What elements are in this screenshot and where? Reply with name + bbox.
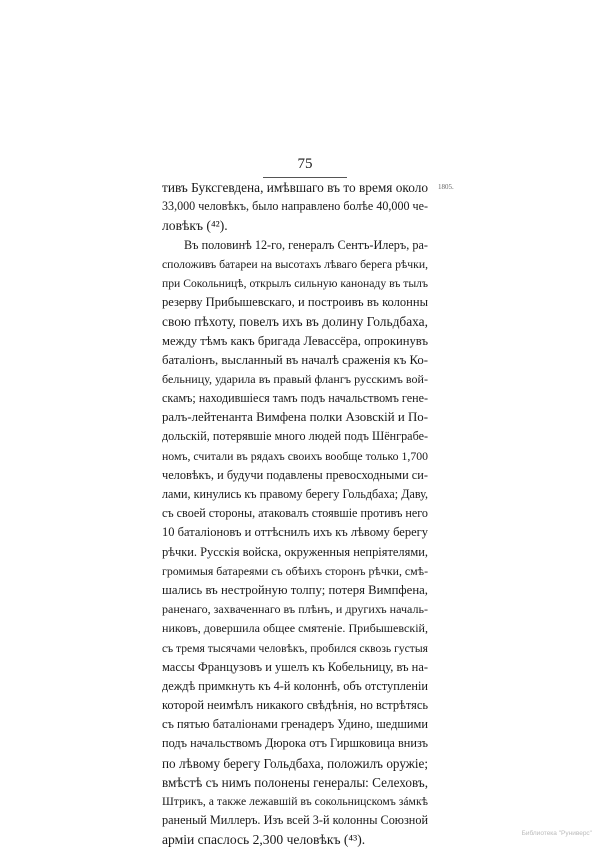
text-line: номъ, считали въ рядахъ своихъ вообще только 1,700 <box>162 449 428 463</box>
text-line: подъ начальствомъ Дюрока отъ Гиршковица внизъ <box>162 736 428 751</box>
text-line: съ пятью баталіонами гренадеръ Удино, шедшими <box>162 717 428 732</box>
text-line: Въ половинѣ 12-го, генералъ Сентъ-Илеръ, ра- <box>184 237 428 252</box>
text-line: при Сокольницѣ, открылъ сильную канонаду въ тылъ <box>162 276 428 290</box>
library-watermark: Библиотека "Руниверс" <box>521 830 592 837</box>
text-line: арміи спаслось 2,300 человѣкъ (⁴³). <box>162 832 366 848</box>
text-line: тивъ Буксгевдена, имѣвшаго въ то время около <box>162 180 429 195</box>
text-line: Штрикъ, а также лежавшій въ сокольницскомъ зáмкѣ <box>162 795 428 808</box>
text-line: раненаго, захваченнаго въ плѣнъ, и другихъ началь- <box>162 602 428 617</box>
text-line: съ своей стороны, атаковалъ стоявшіе противъ него <box>162 506 428 521</box>
text-line: съ тремя тысячами человѣкъ, пробился сквозь густыя <box>162 641 428 655</box>
text-line: громимыя батареями съ обѣихъ сторонъ рѣчки, смѣ- <box>162 563 429 578</box>
text-line: ловѣкъ (⁴²). <box>162 218 228 234</box>
text-line: 33,000 человѣкъ, было направлено болѣе 40,000 че- <box>162 199 428 214</box>
text-line: дольскій, потерявшіе много людей подъ Шёнграбе- <box>162 429 428 444</box>
text-line: между тѣмъ какъ бригада Левассёра, опрокинувъ <box>162 333 428 348</box>
text-line: 10 баталіоновъ и оттѣснилъ ихъ къ лѣвому берегу <box>162 525 428 540</box>
text-line: рѣчки. Русскія войска, окруженныя непріятелями, <box>162 544 428 559</box>
text-line: которой неимѣлъ никакого свѣдѣнія, но встрѣтясь <box>162 698 428 713</box>
text-line: лами, кинулись къ правому берегу Гольдбаха; Даву, <box>162 487 428 501</box>
text-line: деждѣ примкнуть къ 4-й колоннѣ, объ отступленіи <box>162 678 428 693</box>
body-text <box>162 178 428 850</box>
text-line: резерву Прибышевскаго, и построивъ въ колонны <box>162 295 428 310</box>
text-line: массы Французовъ и ушелъ къ Кобельницу, въ на- <box>162 659 428 674</box>
text-line: по лѣвому берегу Гольдбаха, положилъ оружіе; <box>162 755 428 771</box>
text-line: баталіонъ, высланный въ началѣ сраженія къ Ко- <box>162 352 428 367</box>
text-line: ралъ-лейтенанта Вимфена полки Азовскій и По- <box>162 410 428 425</box>
margin-year-note: 1805. <box>438 183 454 191</box>
text-line: никовъ, довершила общее смятеніе. Прибышевскій, <box>162 621 428 636</box>
text-line: скамъ; находившіеся тамъ подъ начальствомъ гене- <box>162 391 428 406</box>
text-line: шались въ нестройную толпу; потеря Вимпфена, <box>162 582 428 597</box>
text-line: бельницу, ударила въ правый флангъ русскимъ вой- <box>162 371 428 386</box>
text-line: раненый Миллеръ. Изъ всей 3-й колонны Союзной <box>162 813 428 828</box>
text-line: вмѣстѣ съ нимъ полонены генералы: Селеховъ, <box>162 774 428 790</box>
text-line: свою пѣхоту, повелъ ихъ въ долину Гольдбаха, <box>162 314 428 330</box>
page-number: 75 <box>297 156 313 172</box>
text-line: человѣкъ, и будучи подавлены превосходными си- <box>162 467 428 482</box>
text-line: сположивъ батареи на высотахъ лѣваго берега рѣчки, <box>162 257 428 271</box>
